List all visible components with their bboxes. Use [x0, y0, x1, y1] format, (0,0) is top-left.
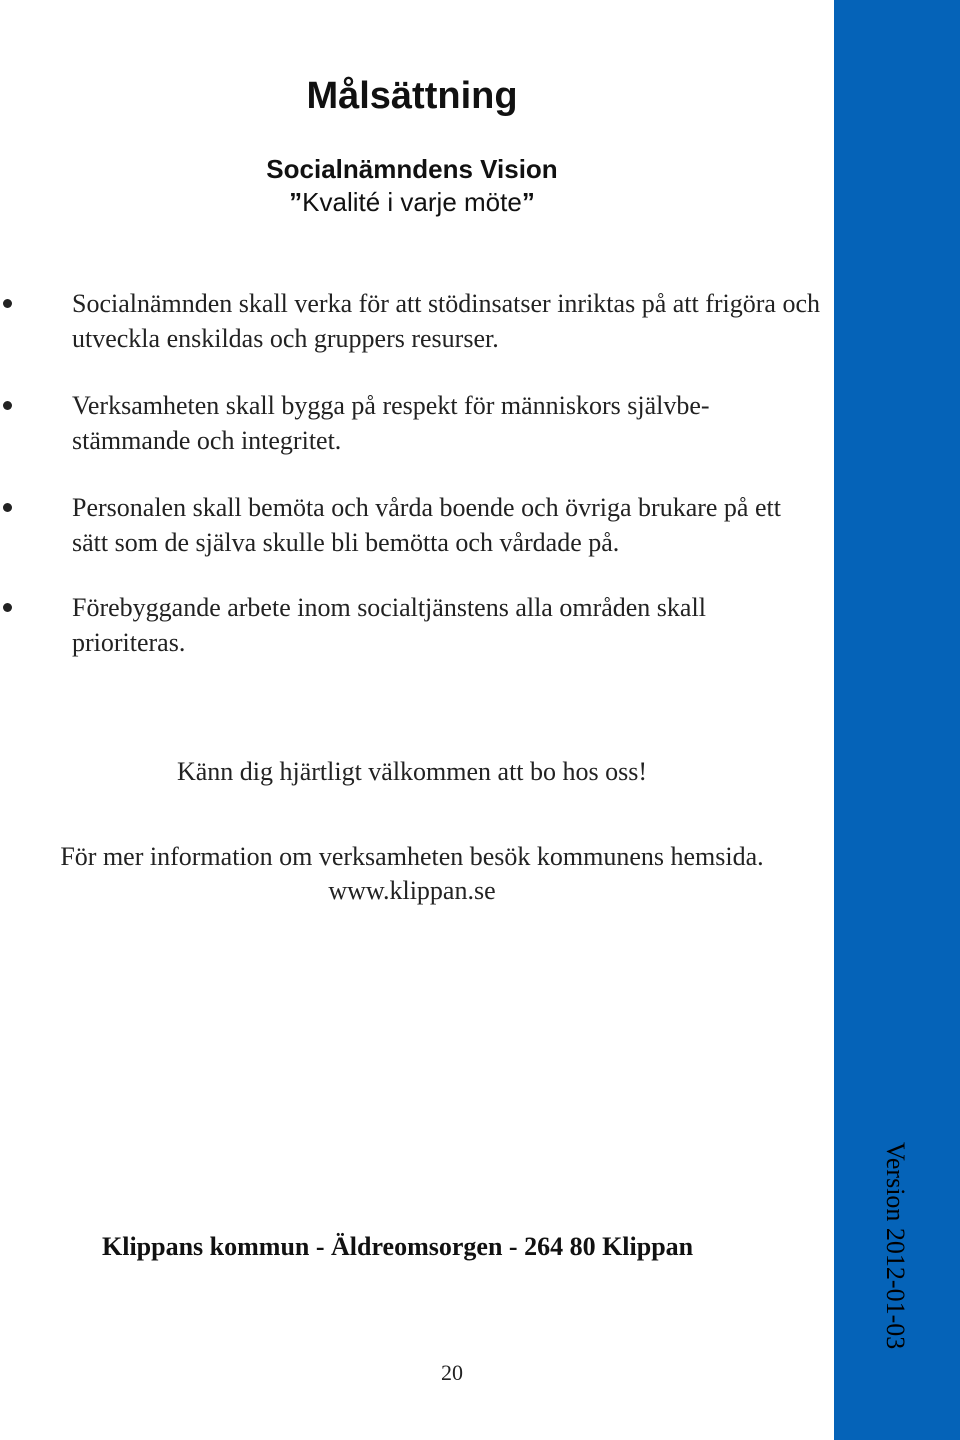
bullet-icon: [3, 503, 12, 512]
list-item: [0, 286, 820, 356]
vision-quote: [0, 187, 824, 218]
page-title: Målsättning: [306, 75, 518, 117]
goals-list: [0, 286, 820, 692]
list-item: [0, 590, 820, 660]
close-quote-mark: ”: [521, 187, 535, 217]
list-item-text: Personalen skall bemöta och vårda boende och övriga brukare på ett sätt som de själva skulle bli bemötta och vårdade på.: [72, 493, 781, 557]
bullet-icon: [3, 299, 12, 308]
footer-address: Klippans kommun - Äldreomsorgen - 264 80 Klippan: [102, 1232, 694, 1261]
list-item-text: Socialnämnden skall verka för att stödinsatser inriktas på att frigöra och utveckla enskildas och gruppers resurser.: [72, 289, 820, 353]
info-block: [0, 840, 824, 908]
bullet-icon: [3, 401, 12, 410]
list-item: [0, 490, 820, 560]
bullet-icon: [3, 603, 12, 612]
list-item-text: Verksamheten skall bygga på respekt för människors självbe-stämmande och integritet.: [72, 391, 710, 455]
list-item: [0, 388, 820, 458]
list-item-text: Förebyggande arbete inom socialtjänstens alla områden skall prioriteras.: [72, 593, 706, 657]
page-number: 20: [441, 1360, 463, 1385]
version-label: Version 2012-01-03: [881, 1142, 910, 1350]
info-text: För mer information om verksamheten besök kommunens hemsida.: [60, 842, 764, 871]
website-link[interactable]: www.klippan.se: [328, 876, 496, 905]
open-quote-mark: ”: [289, 187, 303, 217]
vision-quote-text: Kvalité i varje möte: [302, 187, 522, 217]
welcome-text: Känn dig hjärtligt välkommen att bo hos oss!: [176, 757, 648, 786]
vision-heading: Socialnämndens Vision: [266, 154, 558, 184]
